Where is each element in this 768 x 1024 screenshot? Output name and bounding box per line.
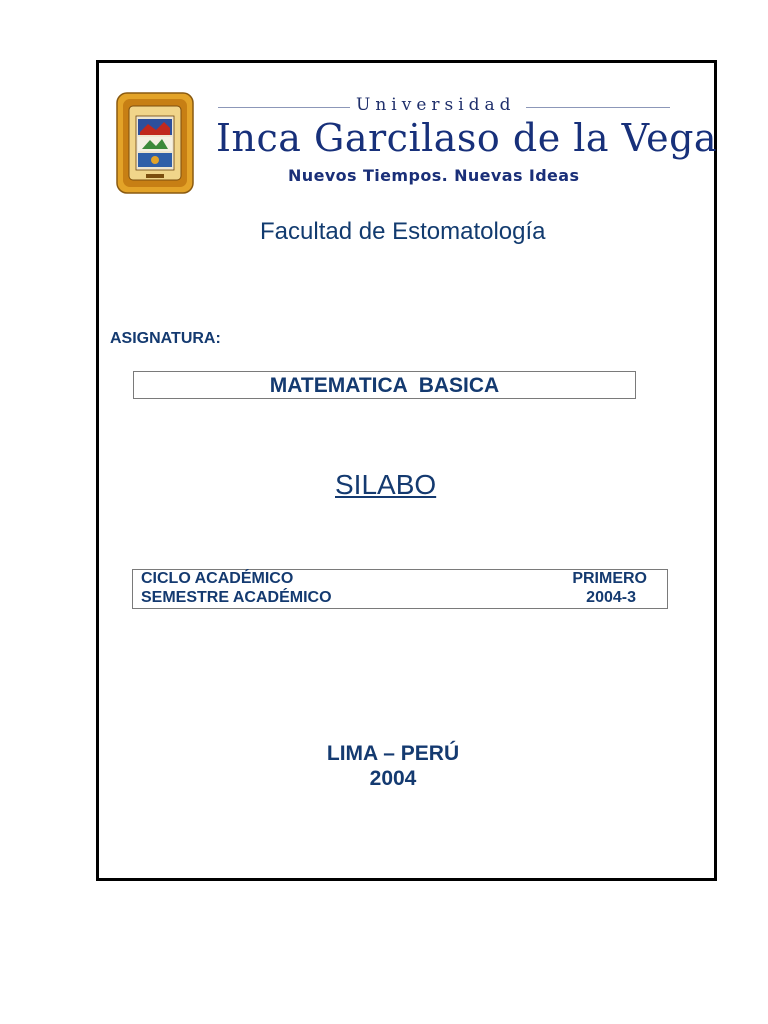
subject-box [133,371,636,399]
university-prefix: Universidad [356,95,516,115]
year: 2004 [369,767,417,790]
header-rule-right [526,107,670,108]
university-slogan: Nuevos Tiempos. Nuevas Ideas [288,166,580,185]
semester-value: 2004-3 [586,589,636,606]
academic-info-box [132,569,668,609]
cycle-label: CICLO ACADÉMICO [141,570,294,587]
place: LIMA – PERÚ [326,742,460,765]
document-title: SILABO [335,469,437,500]
semester-row [141,589,647,607]
semester-label: SEMESTRE ACADÉMICO [141,589,332,606]
faculty-title: Facultad de Estomatología [260,218,546,245]
cycle-value: PRIMERO [572,570,647,587]
university-seal-icon [116,92,194,194]
subject-label: ASIGNATURA: [110,330,221,347]
header-rule-left [218,107,350,108]
university-name: Inca Garcilaso de la Vega [216,116,718,160]
subject-name: MATEMATICA BASICA [269,374,500,397]
cycle-row [141,570,647,588]
